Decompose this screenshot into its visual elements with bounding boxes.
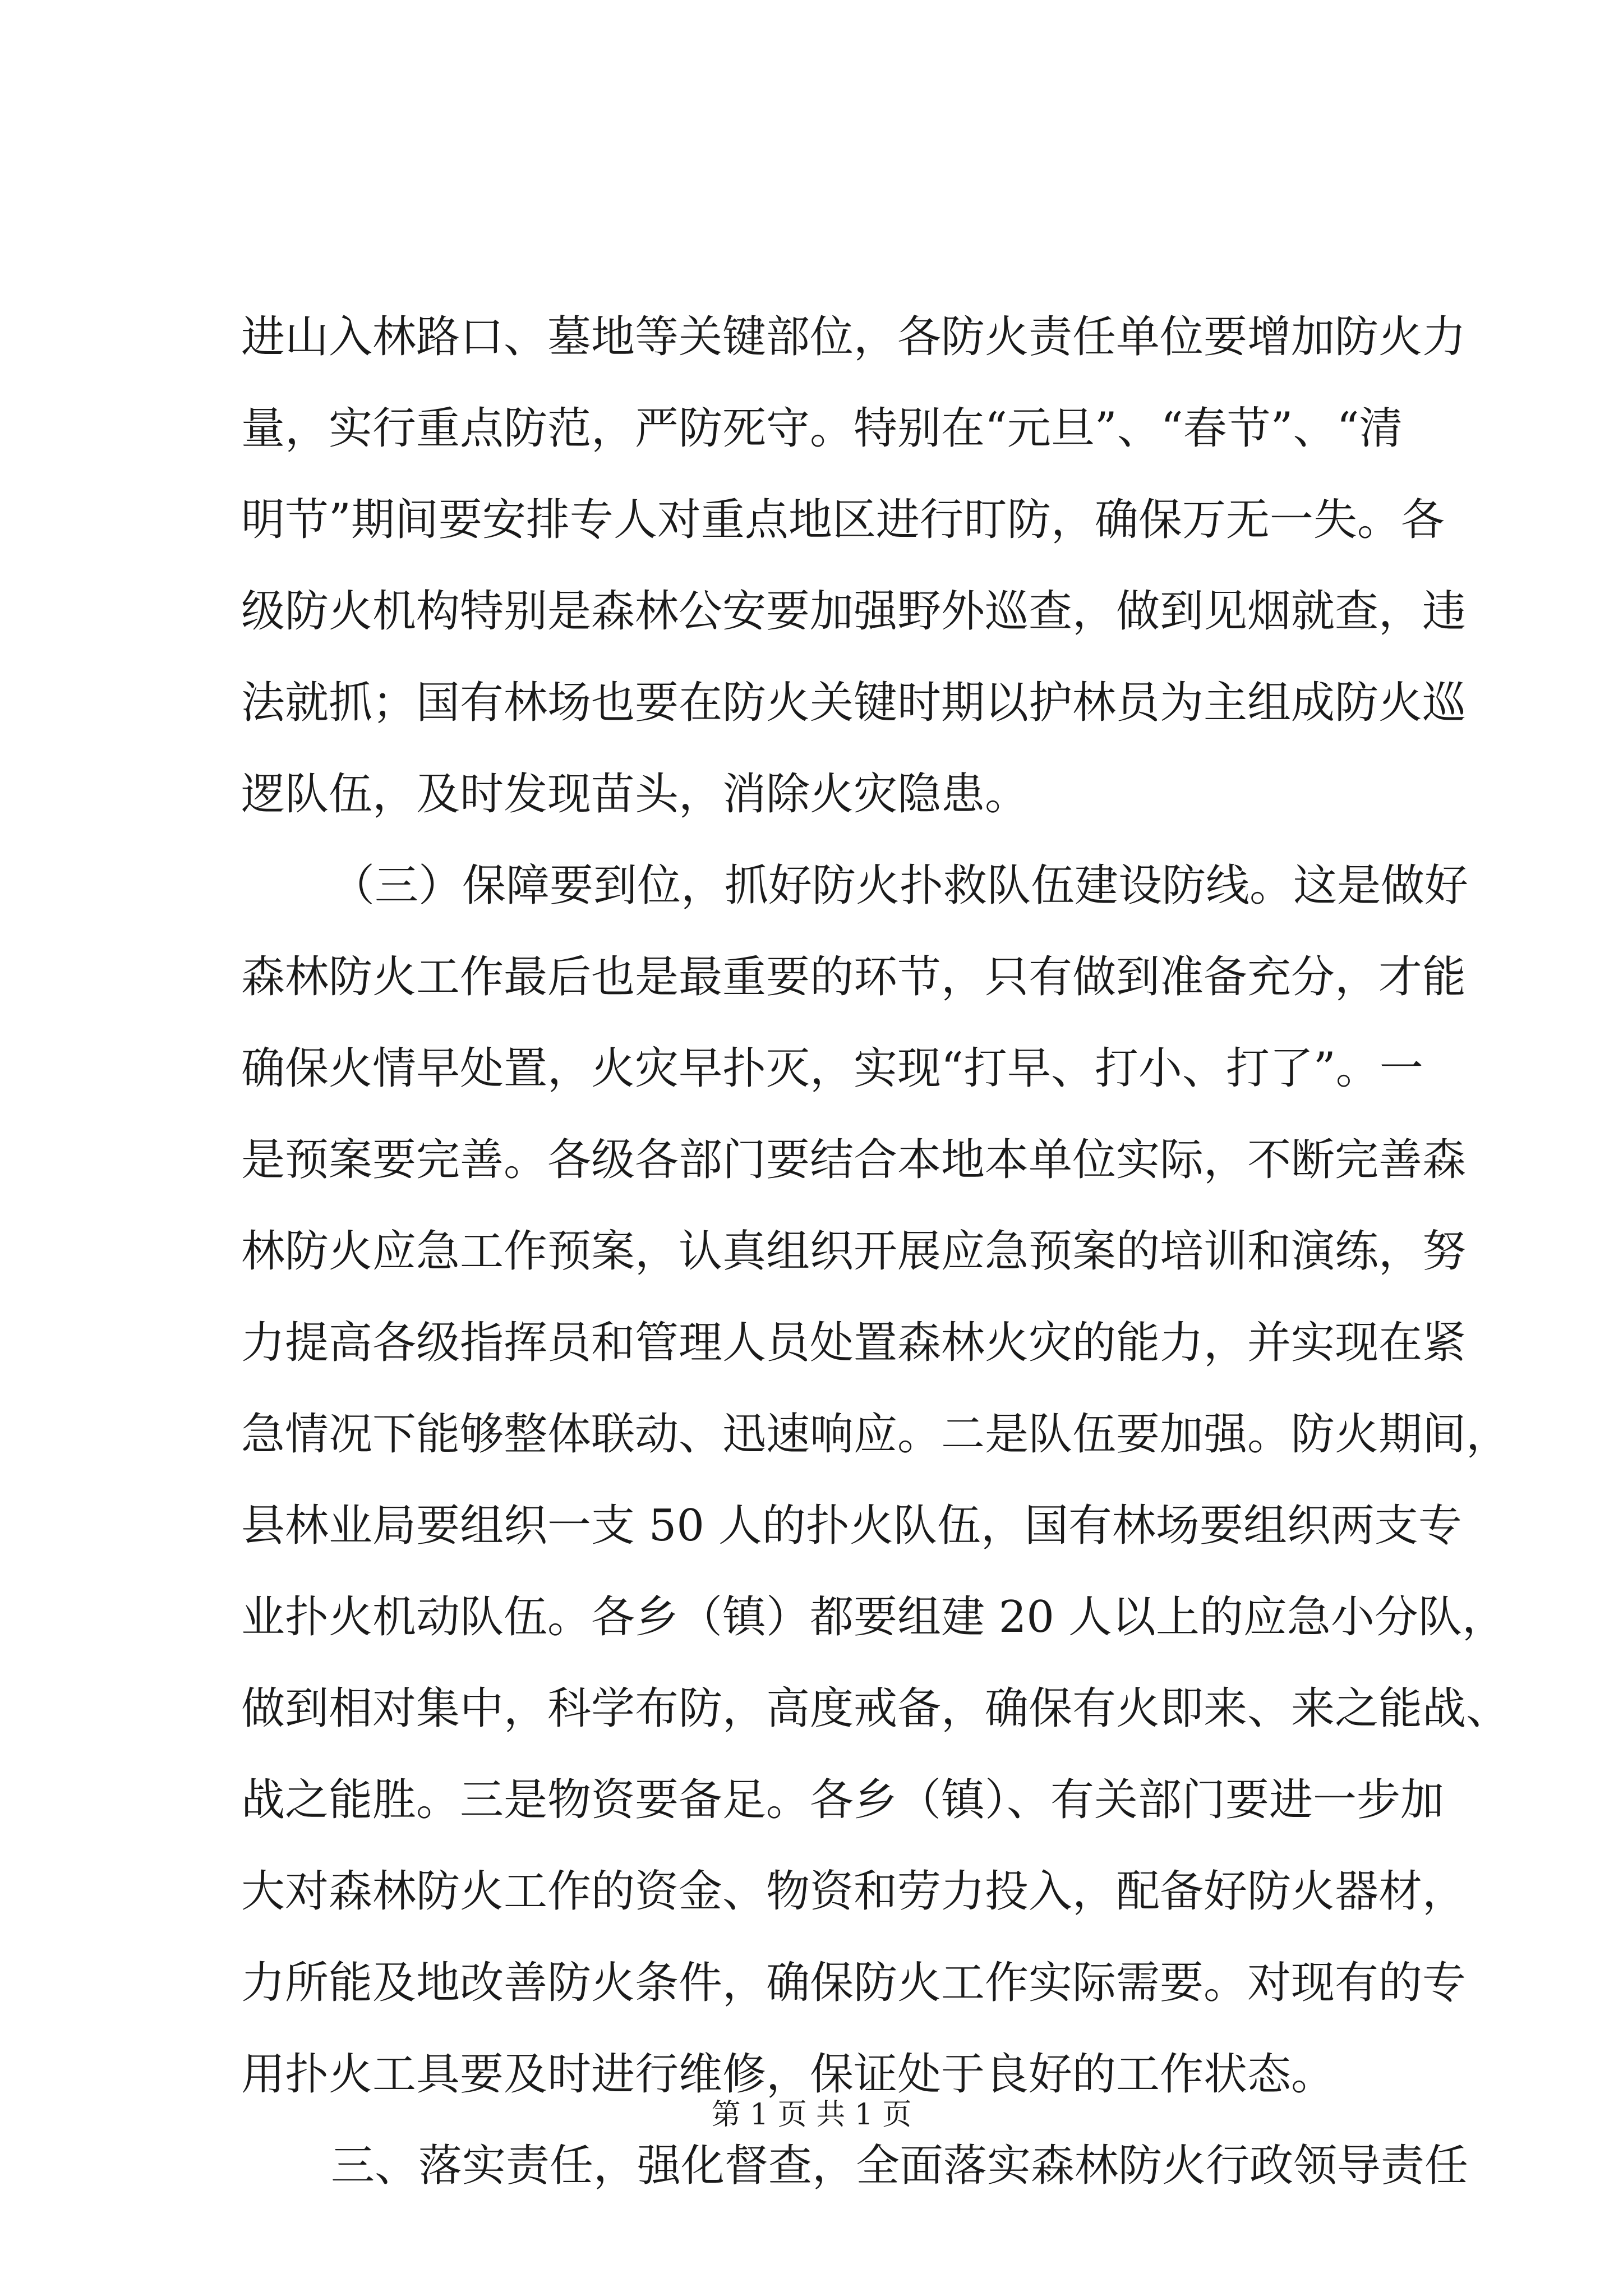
text-line: 力所能及地改善防火条件，确保防火工作实际需要。对现有的专 [241, 1958, 1467, 2008]
text-line: 确保火情早处置，火灾早扑灭，实现“打早、打小、打了”。一 [241, 1043, 1423, 1094]
section-heading-line: 三、落实责任，强化督查，全面落实森林防火行政领导责任 [331, 2141, 1469, 2191]
text-line: 县林业局要组织一支 50 人的扑火队伍，国有林场要组织两支专 [241, 1501, 1462, 1551]
document-body [241, 292, 1510, 2212]
text-line: 森林防火工作最后也是最重要的环节，只有做到准备充分，才能 [241, 952, 1467, 1002]
text-line: 林防火应急工作预案，认真组织开展应急预案的培训和演练，努 [241, 1226, 1467, 1277]
page-number-footer: 第 1 页 共 1 页 [711, 2098, 912, 2132]
text-line: 用扑火工具要及时进行维修，保证处于良好的工作状态。 [241, 2049, 1335, 2100]
text-line: 法就抓；国有林场也要在防火关键时期以护林员为主组成防火巡 [241, 678, 1467, 728]
paragraph-start-line: （三）保障要到位，抓好防火扑救队伍建设防线。这是做好 [331, 861, 1469, 911]
text-line: 明节”期间要安排专人对重点地区进行盯防，确保万无一失。各 [241, 495, 1445, 545]
text-line: 业扑火机动队伍。各乡（镇）都要组建 20 人以上的应急小分队， [241, 1592, 1506, 1642]
text-line: 大对森林防火工作的资金、物资和劳力投入，配备好防火器材， [241, 1866, 1467, 1917]
text-line: 做到相对集中，科学布防，高度戒备，确保有火即来、来之能战、 [241, 1683, 1510, 1734]
text-line: 进山入林路口、墓地等关键部位，各防火责任单位要增加防火力 [241, 312, 1467, 362]
text-line: 急情况下能够整体联动、迅速响应。二是队伍要加强。防火期间， [241, 1409, 1510, 1460]
text-line: 是预案要完善。各级各部门要结合本地本单位实际，不断完善森 [241, 1135, 1467, 1185]
text-line: 战之能胜。三是物资要备足。各乡（镇）、有关部门要进一步加 [241, 1775, 1445, 1825]
text-line: 量，实行重点防范，严防死守。特别在“元旦”、“春节”、“清 [241, 403, 1403, 454]
text-line: 级防火机构特别是森林公安要加强野外巡查，做到见烟就查，违 [241, 586, 1467, 637]
text-line: 力提高各级指挥员和管理人员处置森林火灾的能力，并实现在紧 [241, 1318, 1467, 1368]
text-line: 逻队伍，及时发现苗头，消除火灾隐患。 [241, 769, 1029, 820]
